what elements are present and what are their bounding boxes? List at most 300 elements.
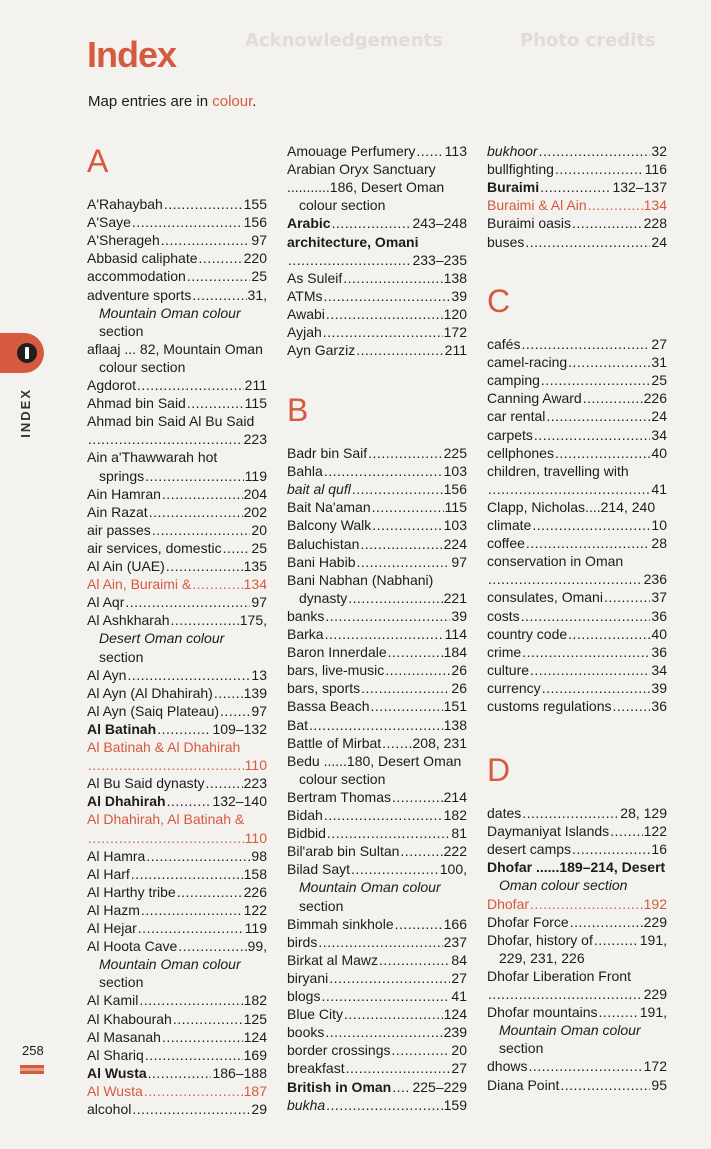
dot-leader xyxy=(392,1042,451,1059)
dot-leader xyxy=(371,698,443,715)
index-entry xyxy=(87,377,267,394)
dot-leader xyxy=(488,571,643,588)
index-entry xyxy=(287,324,467,341)
entry-text: section xyxy=(99,974,144,991)
entry-term: Baron Innerdale xyxy=(287,644,387,661)
index-entry xyxy=(87,757,267,774)
entry-page: 211 xyxy=(444,342,467,359)
dot-leader xyxy=(555,161,644,178)
entry-term: Al Bu Said dynasty xyxy=(87,775,205,792)
entry-term: Ain Hamran xyxy=(87,485,161,502)
dot-leader xyxy=(522,805,619,822)
entry-text: Al Dhahirah, Al Batinah & xyxy=(87,811,245,828)
entry-term: Al Hoota Cave xyxy=(87,938,178,955)
index-entry xyxy=(487,950,679,967)
entry-term: Barka xyxy=(287,626,324,642)
entry-term: Bil'arab bin Sultan xyxy=(287,843,400,860)
subtitle-prefix: Map entries are in xyxy=(88,93,213,110)
dot-leader xyxy=(214,685,243,702)
index-entry xyxy=(87,594,267,611)
index-entry xyxy=(87,703,267,720)
index-entry xyxy=(87,685,267,702)
dot-leader xyxy=(525,234,650,251)
index-entry xyxy=(287,536,467,553)
dot-leader xyxy=(187,268,251,285)
dot-leader xyxy=(324,463,443,480)
index-entry xyxy=(487,626,667,643)
entry-page: 156 xyxy=(443,481,467,498)
entry-term: Al Harthy tribe xyxy=(87,883,176,900)
entry-term: Al Hejar xyxy=(87,920,137,936)
index-entry xyxy=(287,143,467,160)
entry-term: cellphones xyxy=(487,444,554,461)
entry-page: 110 xyxy=(244,829,267,846)
dot-leader xyxy=(173,1011,243,1028)
entry-page: 125 xyxy=(243,1010,267,1027)
index-entry xyxy=(487,698,667,715)
dot-leader xyxy=(379,952,450,969)
entry-page: 116 xyxy=(644,161,667,178)
entry-term: Ayjah xyxy=(287,324,322,340)
entry-text: colour section xyxy=(299,770,386,787)
entry-page: 151 xyxy=(443,698,467,715)
entry-term: accommodation xyxy=(87,268,186,285)
entry-term: biryani xyxy=(287,969,329,986)
entry-term: Al Shariq xyxy=(87,1046,144,1063)
entry-page: 28, 129 xyxy=(620,805,667,821)
index-entry xyxy=(87,811,267,828)
dot-leader xyxy=(139,992,242,1009)
index-entry xyxy=(487,553,667,570)
dot-leader xyxy=(594,932,639,949)
entry-term: customs regulations xyxy=(487,698,612,714)
index-entry xyxy=(87,902,267,919)
index-entry xyxy=(287,825,467,842)
index-entry xyxy=(87,630,279,647)
entry-page: 243–248 xyxy=(412,215,467,232)
entry-text: Oman colour section xyxy=(499,877,628,894)
dot-leader xyxy=(568,354,650,371)
dot-leader xyxy=(534,427,651,444)
index-entry xyxy=(487,571,667,588)
entry-term: Bani Habib xyxy=(287,553,356,570)
index-entry xyxy=(287,270,467,287)
dot-leader xyxy=(343,270,442,287)
index-entry xyxy=(287,288,467,305)
index-entry xyxy=(87,992,267,1009)
entry-term: currency xyxy=(487,679,541,696)
index-entry xyxy=(87,305,279,322)
page-title: Index xyxy=(87,34,177,75)
entry-term: books xyxy=(287,1024,325,1041)
entry-term: Al Kamil xyxy=(87,992,139,1009)
entry-term: Buraimi oasis xyxy=(487,215,572,232)
dot-leader xyxy=(416,143,443,160)
entry-page: 132–140 xyxy=(212,793,267,810)
entry-page: 25 xyxy=(251,539,267,556)
entry-page: 113 xyxy=(444,143,467,159)
index-entry xyxy=(287,161,467,178)
dot-leader xyxy=(572,841,650,858)
entry-term: A'Sherageh xyxy=(87,232,160,249)
entry-page: 24 xyxy=(651,408,667,425)
entry-page: 100, xyxy=(439,861,467,878)
index-entry xyxy=(487,1058,667,1075)
dot-leader xyxy=(326,1097,442,1114)
index-entry xyxy=(287,717,467,734)
dot-leader xyxy=(357,554,451,571)
index-entry xyxy=(87,649,279,666)
index-entry xyxy=(487,896,667,913)
entry-text: aflaaj ... 82, Mountain Oman xyxy=(87,340,263,357)
index-letter-c: C xyxy=(487,283,511,319)
entry-term: Battle of Mirbat xyxy=(287,734,382,751)
entry-page: 184 xyxy=(443,644,467,661)
background-heading-right: Photo credits xyxy=(520,30,656,51)
entry-page: 139 xyxy=(243,684,267,701)
index-entry xyxy=(487,986,667,1003)
entry-page: 103 xyxy=(443,517,467,534)
index-letter-b: B xyxy=(287,392,309,428)
dot-leader xyxy=(323,324,443,341)
entry-page: 120 xyxy=(443,305,467,322)
entry-term: Bertram Thomas xyxy=(287,788,391,805)
index-entry xyxy=(487,499,667,516)
index-entry xyxy=(87,413,267,430)
entry-text: Desert Oman colour xyxy=(99,630,225,647)
index-entry xyxy=(87,1083,267,1100)
section-tab xyxy=(0,333,44,373)
page-number: 258 xyxy=(22,1043,44,1058)
entry-page: 26 xyxy=(451,662,467,679)
entry-term: Blue City xyxy=(287,1006,344,1023)
entry-term: cafés xyxy=(487,336,521,352)
dot-leader xyxy=(288,252,411,269)
index-entry xyxy=(287,463,467,480)
entry-page: 34 xyxy=(651,661,667,678)
index-entry xyxy=(487,1022,679,1039)
entry-page: 124 xyxy=(243,1028,267,1045)
entry-page: 239 xyxy=(443,1024,467,1041)
entry-page: 27 xyxy=(651,336,667,352)
index-entry xyxy=(87,395,267,412)
entry-text: Mountain Oman colour xyxy=(99,304,241,321)
entry-term: camping xyxy=(487,372,540,389)
index-entry xyxy=(87,1011,267,1028)
index-entry xyxy=(287,916,467,933)
entry-page: 27 xyxy=(451,969,467,986)
entry-term: Badr bin Saif xyxy=(287,445,368,461)
entry-term: Al Harf xyxy=(87,865,130,882)
dot-leader xyxy=(88,431,243,448)
index-entry xyxy=(487,517,667,534)
dot-leader xyxy=(382,735,411,752)
entry-page: 135 xyxy=(243,558,267,574)
entry-page: 39 xyxy=(651,679,667,696)
entry-term: country code xyxy=(487,625,568,642)
entry-page: 20 xyxy=(451,1042,467,1059)
index-entry xyxy=(487,481,667,498)
index-entry xyxy=(287,771,479,788)
index-entry xyxy=(487,408,667,425)
dot-leader xyxy=(570,914,643,931)
dot-leader xyxy=(324,807,443,824)
index-entry xyxy=(287,898,479,915)
dot-leader xyxy=(530,896,643,913)
dot-leader xyxy=(148,1065,212,1082)
dot-leader xyxy=(526,535,651,552)
dot-leader xyxy=(568,626,650,643)
entry-term: Diana Point xyxy=(487,1076,560,1093)
index-entry xyxy=(287,644,467,661)
index-entry xyxy=(287,445,467,462)
entry-term: springs xyxy=(99,467,145,484)
index-entry xyxy=(87,214,267,231)
entry-term: ATMs xyxy=(287,287,323,304)
index-entry xyxy=(87,956,279,973)
entry-term: Dhofar Force xyxy=(487,913,569,930)
dot-leader xyxy=(361,680,450,697)
entry-term: Dhofar xyxy=(487,895,530,912)
info-icon xyxy=(17,343,37,363)
dot-leader xyxy=(146,848,250,865)
entry-term: Buraimi & Al Ain xyxy=(487,197,587,214)
entry-text: section xyxy=(299,897,344,914)
entry-page: 115 xyxy=(444,499,467,516)
entry-term: British in Oman xyxy=(287,1078,392,1095)
entry-page: 97 xyxy=(451,553,467,570)
index-letter-d: D xyxy=(487,752,511,788)
entry-page: 24 xyxy=(651,233,667,250)
dot-leader xyxy=(541,372,651,389)
index-entry xyxy=(87,449,267,466)
entry-page: 81 xyxy=(451,825,467,842)
entry-page: 204 xyxy=(243,485,267,502)
index-entry xyxy=(487,215,667,232)
index-entry xyxy=(287,197,479,214)
index-entry xyxy=(87,866,267,883)
dot-leader xyxy=(588,197,643,214)
entry-text: section xyxy=(99,648,144,665)
index-entry xyxy=(287,252,467,269)
index-entry xyxy=(487,372,667,389)
entry-text: 229, 231, 226 xyxy=(499,949,585,966)
entry-page: 138 xyxy=(443,716,467,733)
entry-page: 187 xyxy=(243,1082,267,1099)
dot-leader xyxy=(88,757,244,774)
entry-term: Daymaniyat Islands xyxy=(487,823,610,840)
entry-page: 27 xyxy=(451,1060,467,1077)
dot-leader xyxy=(171,612,239,629)
entry-term: coffee xyxy=(487,535,525,552)
dot-leader xyxy=(613,698,651,715)
dot-leader xyxy=(178,938,246,955)
entry-term: Birkat al Mawz xyxy=(287,951,379,968)
index-entry xyxy=(487,161,667,178)
entry-term: Al Wusta xyxy=(87,1082,143,1099)
dot-leader xyxy=(348,590,442,607)
entry-term: Bahla xyxy=(287,463,323,480)
entry-page: 214 xyxy=(443,788,467,805)
index-entry xyxy=(287,1060,467,1077)
entry-text: Clapp, Nicholas....214, 240 xyxy=(487,498,656,515)
entry-page: 158 xyxy=(243,865,267,882)
dot-leader xyxy=(326,306,443,323)
index-entry xyxy=(87,268,267,285)
entry-term: Al Masanah xyxy=(87,1028,161,1045)
entry-term: Awabi xyxy=(287,305,325,322)
index-entry xyxy=(87,486,267,503)
dot-leader xyxy=(583,390,643,407)
entry-term: Al Khabourah xyxy=(87,1010,172,1027)
entry-term: Agdorot xyxy=(87,377,137,393)
index-entry xyxy=(487,427,667,444)
index-entry xyxy=(87,196,267,213)
dot-leader xyxy=(223,540,251,557)
entry-page: 182 xyxy=(443,807,467,823)
entry-term: blogs xyxy=(287,988,321,1004)
entry-term: bars, sports xyxy=(287,680,361,697)
dot-leader xyxy=(149,504,243,521)
entry-text: Mountain Oman colour xyxy=(299,879,441,896)
entry-term: Canning Award xyxy=(487,390,582,407)
entry-page: 20 xyxy=(251,521,267,538)
entry-term: buses xyxy=(487,233,525,250)
entry-page: 115 xyxy=(244,395,267,412)
entry-page: 39 xyxy=(451,287,467,304)
index-entry xyxy=(87,250,267,267)
entry-page: 172 xyxy=(443,324,467,340)
index-entry xyxy=(87,576,267,593)
entry-page: 97 xyxy=(251,232,267,249)
entry-page: 28 xyxy=(651,535,667,552)
entry-page: 175, xyxy=(239,612,267,629)
entry-term: Balcony Walk xyxy=(287,517,372,534)
index-entry xyxy=(487,336,667,353)
index-entry xyxy=(487,1004,667,1021)
dot-leader xyxy=(528,1058,642,1075)
dot-leader xyxy=(392,1079,411,1096)
entry-page: 228 xyxy=(643,215,667,232)
entry-page: 159 xyxy=(443,1096,467,1113)
entry-term: Bat xyxy=(287,716,309,733)
dot-leader xyxy=(192,576,242,593)
subtitle-highlight: colour xyxy=(212,93,253,110)
dot-leader xyxy=(599,1004,639,1021)
index-entry xyxy=(87,232,267,249)
entry-term: Bait Na'aman xyxy=(287,499,371,516)
entry-page: 16 xyxy=(651,841,667,858)
dot-leader xyxy=(145,1047,243,1064)
dot-leader xyxy=(388,644,443,661)
entry-page: 155 xyxy=(243,196,267,212)
index-entry xyxy=(487,805,667,822)
dot-leader xyxy=(144,1083,243,1100)
entry-term: Ayn Garziz xyxy=(287,342,356,359)
entry-term: Al Wusta xyxy=(87,1064,147,1081)
index-entry xyxy=(87,341,267,358)
entry-page: 103 xyxy=(443,463,467,480)
index-entry xyxy=(287,215,467,232)
entry-page: 36 xyxy=(651,643,667,660)
entry-page: 233–235 xyxy=(412,251,467,268)
entry-page: 124 xyxy=(443,1006,467,1023)
entry-term: air passes xyxy=(87,521,151,538)
dot-leader xyxy=(132,214,243,231)
entry-text: section xyxy=(99,322,144,339)
entry-page: 221 xyxy=(443,589,467,606)
index-entry xyxy=(487,823,667,840)
dot-leader xyxy=(141,902,243,919)
entry-page: 211 xyxy=(244,377,267,393)
entry-term: A'Rahaybah xyxy=(87,196,163,212)
entry-term: Bimmah sinkhole xyxy=(287,915,394,932)
index-entry xyxy=(87,721,267,738)
dot-leader xyxy=(145,468,244,485)
dot-leader xyxy=(532,517,650,534)
entry-text: Arabian Oryx Sanctuary xyxy=(287,161,436,178)
entry-term: Al Ain, Buraimi & xyxy=(87,576,192,593)
entry-text: Al Batinah & Al Dhahirah xyxy=(87,739,241,755)
index-entry xyxy=(87,323,279,340)
entry-term: Al Batinah xyxy=(87,720,157,737)
index-entry xyxy=(87,558,267,575)
dot-leader xyxy=(325,626,444,643)
dot-leader xyxy=(372,517,442,534)
dot-leader xyxy=(162,486,243,503)
dot-leader xyxy=(152,522,251,539)
index-entry xyxy=(487,877,679,894)
dot-leader xyxy=(560,1077,650,1094)
index-entry xyxy=(487,179,667,196)
dot-leader xyxy=(162,1029,243,1046)
entry-page: 236 xyxy=(643,571,667,588)
index-entry xyxy=(487,589,667,606)
entry-page: 31 xyxy=(651,354,667,371)
entry-page: 32 xyxy=(651,143,667,159)
index-entry xyxy=(87,504,267,521)
entry-page: 119 xyxy=(244,467,267,484)
index-entry xyxy=(287,1006,467,1023)
index-entry xyxy=(487,914,667,931)
entry-page: 220 xyxy=(243,250,267,267)
dot-leader xyxy=(321,988,450,1005)
index-entry xyxy=(287,952,467,969)
dot-leader xyxy=(604,589,650,606)
entry-page: 182 xyxy=(243,992,267,1009)
index-entry xyxy=(487,968,667,985)
index-entry xyxy=(87,612,267,629)
entry-text: conservation in Oman xyxy=(487,553,624,570)
index-entry xyxy=(287,517,467,534)
entry-term: Bidbid xyxy=(287,825,326,842)
entry-term: Dhofar, history of xyxy=(487,931,593,948)
dot-leader xyxy=(344,1006,443,1023)
entry-page: 109–132 xyxy=(212,720,267,737)
entry-term: carpets xyxy=(487,426,533,443)
index-entry xyxy=(487,143,667,160)
index-entry xyxy=(287,481,467,498)
entry-term: dynasty xyxy=(299,589,348,606)
entry-page: 31, xyxy=(247,286,267,303)
dot-leader xyxy=(351,861,439,878)
index-entry xyxy=(287,572,467,589)
entry-term: climate xyxy=(487,517,532,533)
index-entry xyxy=(487,841,667,858)
index-entry xyxy=(487,354,667,371)
entry-term: Al Hazm xyxy=(87,901,140,918)
dot-leader xyxy=(161,232,251,249)
